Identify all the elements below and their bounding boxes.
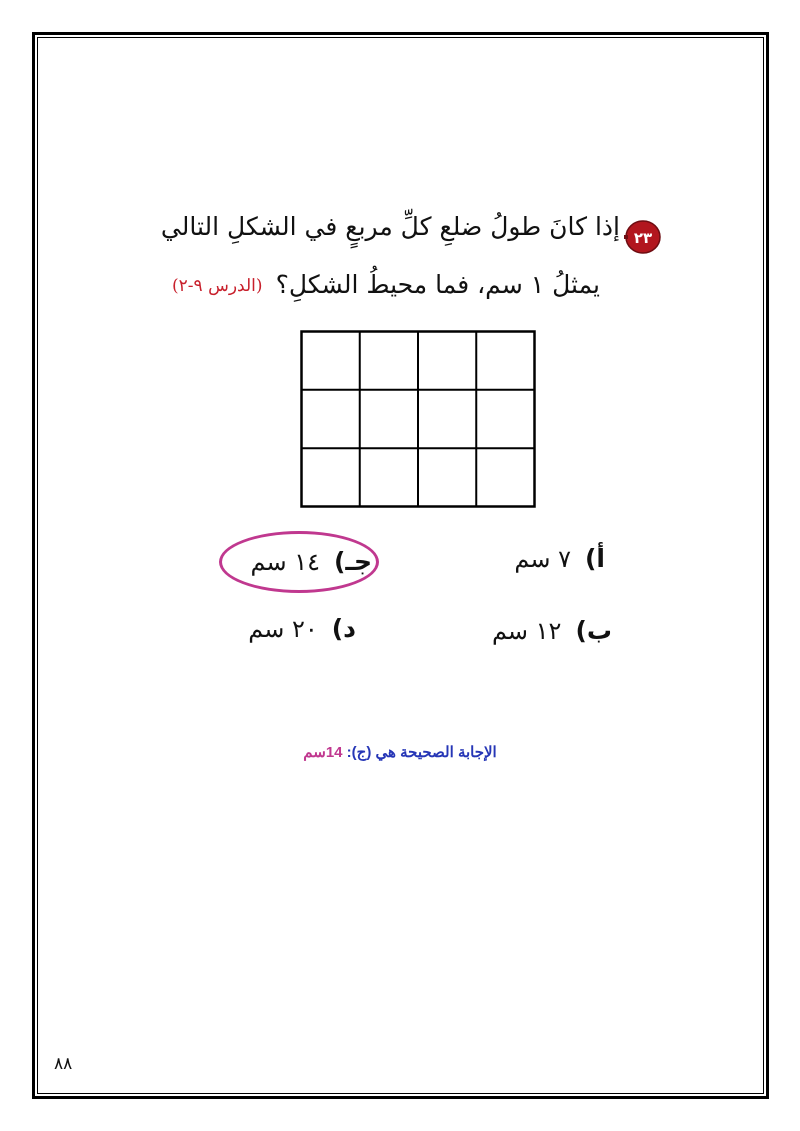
answer-value: 14سم: [303, 744, 343, 761]
option-c-value: ١٤ سم: [250, 548, 320, 576]
correct-answer-circle: [219, 531, 379, 593]
option-d: [248, 614, 356, 643]
page-inner-border: [37, 37, 764, 1094]
option-d-letter: د): [331, 614, 356, 643]
question-text-line-1: إذا كانَ طولُ ضلعِ كلِّ مربعٍ في الشكلِ التالي: [160, 212, 620, 241]
option-d-value: ٢٠ سم: [248, 615, 318, 643]
option-a-value: ٧ سم: [514, 545, 571, 573]
question-number-badge: [622, 219, 662, 255]
answer-label: الإجابة الصحيحة هي (ج):: [342, 744, 497, 761]
option-b: [492, 616, 612, 645]
option-b-letter: ب): [575, 616, 612, 645]
question-text-line-2: يمثلُ ١ سم، فما محيطُ الشكلِ؟: [275, 270, 600, 299]
answer-line: [0, 743, 800, 761]
option-a: [514, 544, 605, 573]
lesson-reference: (الدرس ٩-٢): [172, 276, 263, 296]
option-b-value: ١٢ سم: [491, 617, 562, 645]
square-grid-figure: [300, 330, 536, 508]
option-c-letter: جـ): [334, 547, 372, 576]
option-a-letter: أ): [585, 544, 605, 573]
page-number: ٨٨: [54, 1054, 73, 1074]
question-number: ٢٣: [633, 229, 653, 247]
